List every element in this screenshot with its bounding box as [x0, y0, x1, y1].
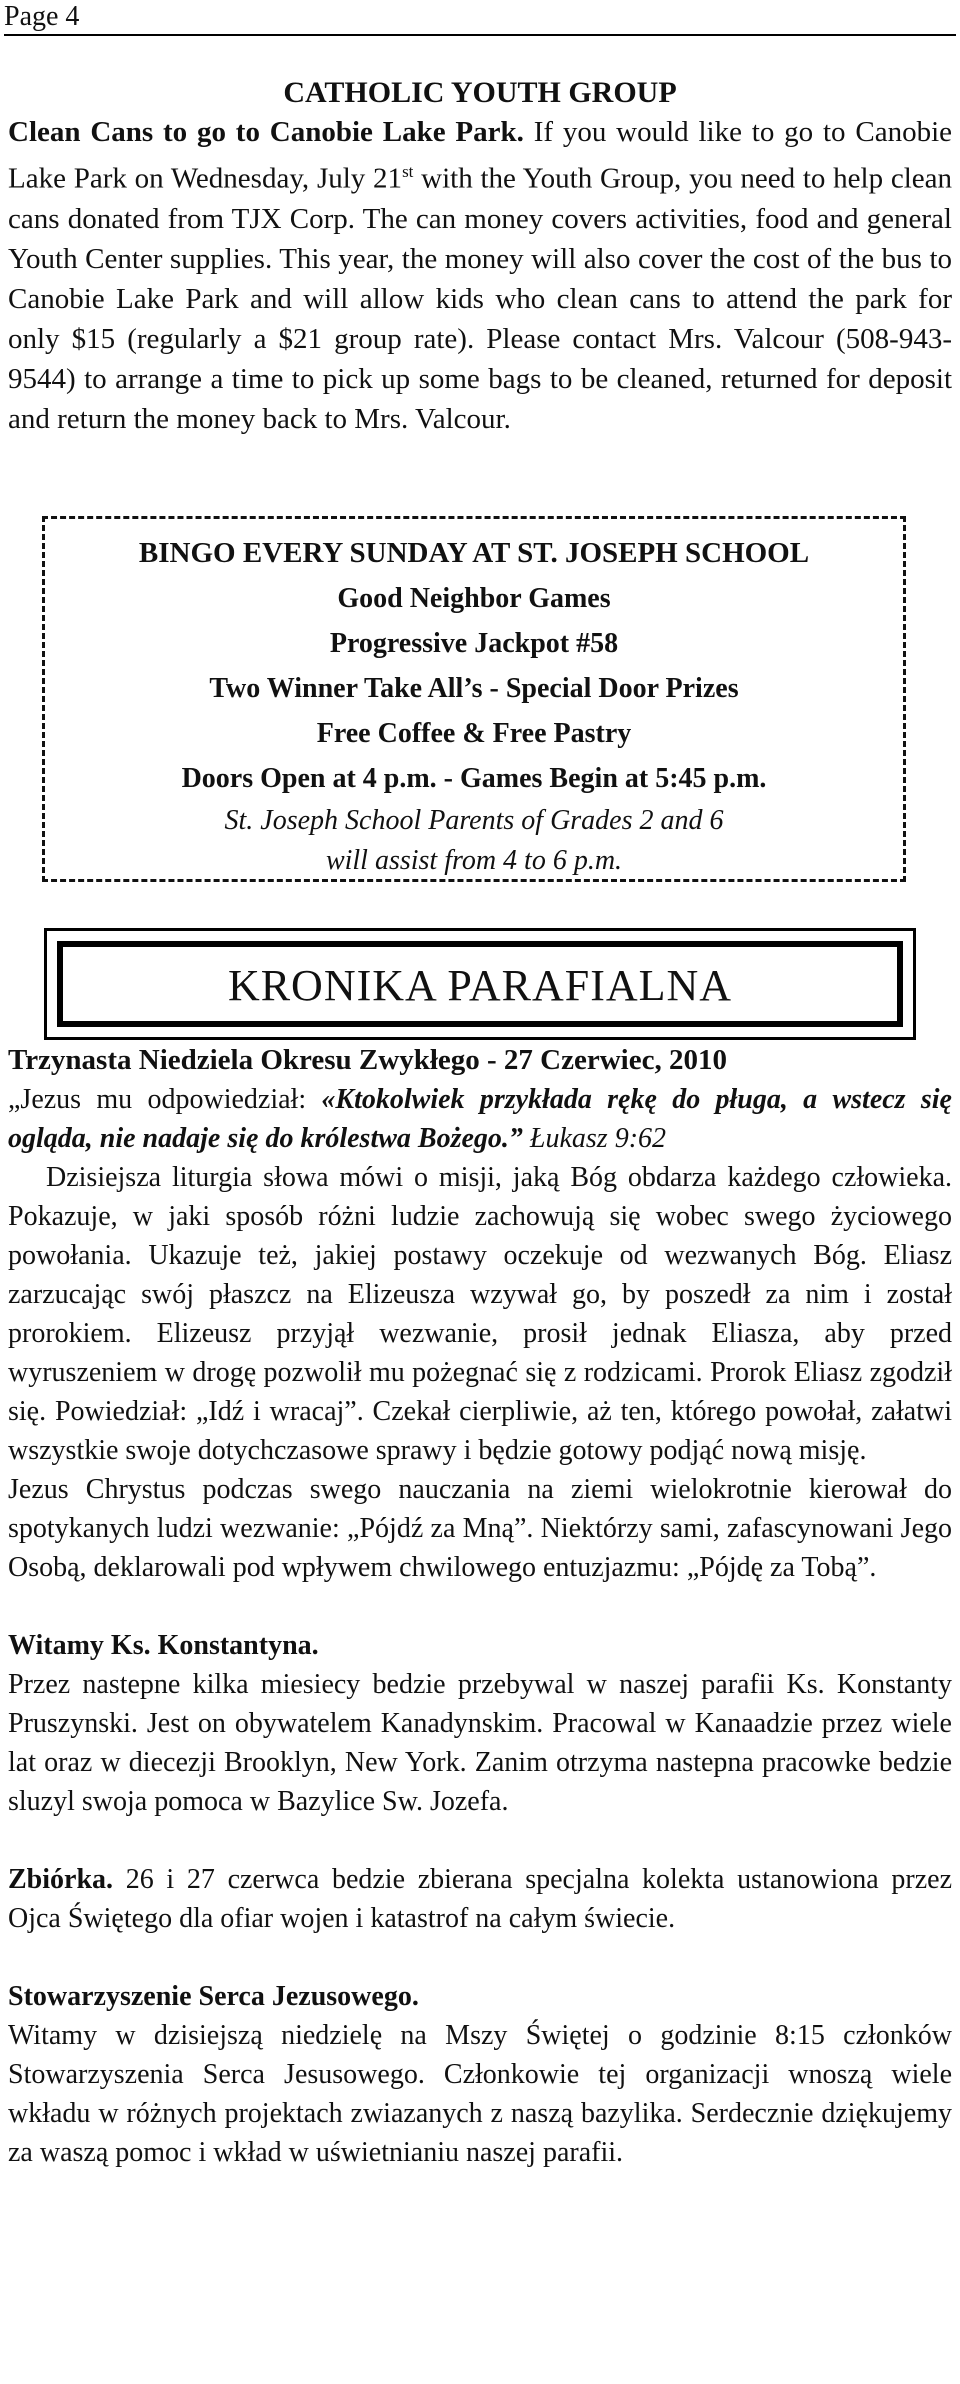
kronika-paragraph-2: Jezus Chrystus podczas swego nauczania na ziemi wielokrotnie kierował do spotykanych ludzi wezwanie: „Pójdź za Mną”. Niektórzy sami, zafascynowani Jego Osobą, deklarowali pod wpływem chwilowego entuzjazmu: „Pójdę za Tobą”. — [8, 1474, 952, 1583]
bingo-line-2: Good Neighbor Games — [337, 583, 611, 614]
bingo-line-3: Progressive Jackpot #58 — [329, 628, 619, 659]
kronika-section — [8, 1041, 952, 2172]
zbiorka-paragraph — [8, 1860, 952, 1938]
kronika-quote-intro: „Jezus mu odpowiedział: — [8, 1084, 322, 1115]
youth-group-text — [8, 112, 952, 439]
witamy-title: Witamy Ks. Konstantyna. — [8, 1630, 319, 1661]
kronika-quote — [8, 1080, 952, 1158]
kronika-banner — [44, 928, 916, 1040]
kronika-heading: Trzynasta Niedziela Okresu Zwykłego - 27 Czerwiec, 2010 — [8, 1044, 727, 1076]
kronika-quote-text: «Ktokolwiek przykłada rękę do pługa, a wstecz się ogląda, nie nadaje się do królestwa Bożego.” — [8, 1084, 952, 1154]
kronika-quote-ref: Łukasz 9:62 — [522, 1123, 667, 1154]
bingo-line-7: St. Joseph School Parents of Grades 2 and 6 — [224, 805, 724, 836]
serca-text: Witamy w dzisiejszą niedzielę na Mszy Świętej o godzinie 8:15 członków Stowarzyszenia Serca Jesusowego. Członkowie tej organizacji wnoszą wiele wkładu w różnych projektach zwiazanych z naszą bazylika. Serdecznie dziękujemy za waszą pomoc i wkład w uświetnianiu naszej parafii. — [8, 2020, 952, 2168]
youth-group-text-2: with the Youth Group, you need to help clean cans donated from TJX Corp. The can money covers activities, food and general Youth Center supplies. This year, the money will also cover the cost of the bus to Canobie Lake Park and will allow kids who clean cans to attend the park for only $15 (regularly a $21 group rate). Please contact Mrs. Valcour (508-943-9544) to arrange a time to pick up some bags to be cleaned, returned for deposit and return the money back to Mrs. Valcour. — [8, 162, 953, 435]
youth-group-section — [8, 74, 952, 439]
kronika-banner-inner — [57, 941, 903, 1027]
page-header — [4, 0, 956, 36]
bingo-line-8: will assist from 4 to 6 p.m. — [325, 845, 623, 876]
youth-group-sup: st — [402, 162, 414, 181]
youth-group-lead: Clean Cans to go to Canobie Lake Park. — [8, 116, 524, 148]
zbiorka-text: 26 i 27 czerwca bedzie zbierana specjalna kolekta ustanowiona przez Ojca Świętego dla ofiar wojen i katastrof na całym świecie. — [8, 1864, 952, 1934]
kronika-paragraph-1: Dzisiejsza liturgia słowa mówi o misji, jaką Bóg obdarza każdego człowieka. Pokazuje, w jaki sposób różni ludzie zachowują się wobec swego życiowego powołania. Ukazuje też, jakiej postawy oczekuje od wezwanych Bóg. Eliasz zarzucając swój płaszcz na Elizeusza wzywał go, by poszedł za nim i został prorokiem. Elizeusz przyjął wezwanie, prosił jednak Eliasza, aby przed wyruszeniem w drogę pozwolił mu pożegnać się z rodzicami. Prorok Eliasz zgodził się. Powiedział: „Idź i wracaj”. Czekał cierpliwie, aż ten, którego powołał, załatwi wszystkie swoje dotychczasowe sprawy i będzie gotowy podjąć nową misję. — [8, 1162, 952, 1466]
witamy-text: Przez nastepne kilka miesiecy bedzie przebywal w naszej parafii Ks. Konstanty Pruszynski. Jest on obywatelem Kanadynskim. Pracowal w Kanaadzie przez wiele lat oraz w diecezji Brooklyn, New York. Zanim otrzyma nastepna pracowke bedzie sluzyl swoja pomoca w Bazylice Sw. Jozefa. — [8, 1669, 952, 1817]
bingo-line-6: Doors Open at 4 p.m. - Games Begin at 5:45 p.m. — [181, 763, 767, 794]
youth-group-title: CATHOLIC YOUTH GROUP — [283, 76, 677, 109]
zbiorka-title: Zbiórka. — [8, 1864, 114, 1895]
bingo-line-1: BINGO EVERY SUNDAY AT ST. JOSEPH SCHOOL — [138, 537, 810, 569]
bingo-announcement-box — [42, 516, 906, 882]
kronika-title: KRONIKA PARAFIALNA — [227, 961, 733, 1010]
bingo-line-5: Free Coffee & Free Pastry — [316, 718, 632, 749]
bingo-line-4: Two Winner Take All’s - Special Door Prizes — [209, 673, 739, 704]
serca-title: Stowarzyszenie Serca Jezusowego. — [8, 1981, 419, 2012]
page-number: Page 4 — [4, 1, 80, 32]
youth-group-text-1: If you would like to go to Canobie Lake Park on Wednesday, July 21 — [8, 116, 953, 195]
